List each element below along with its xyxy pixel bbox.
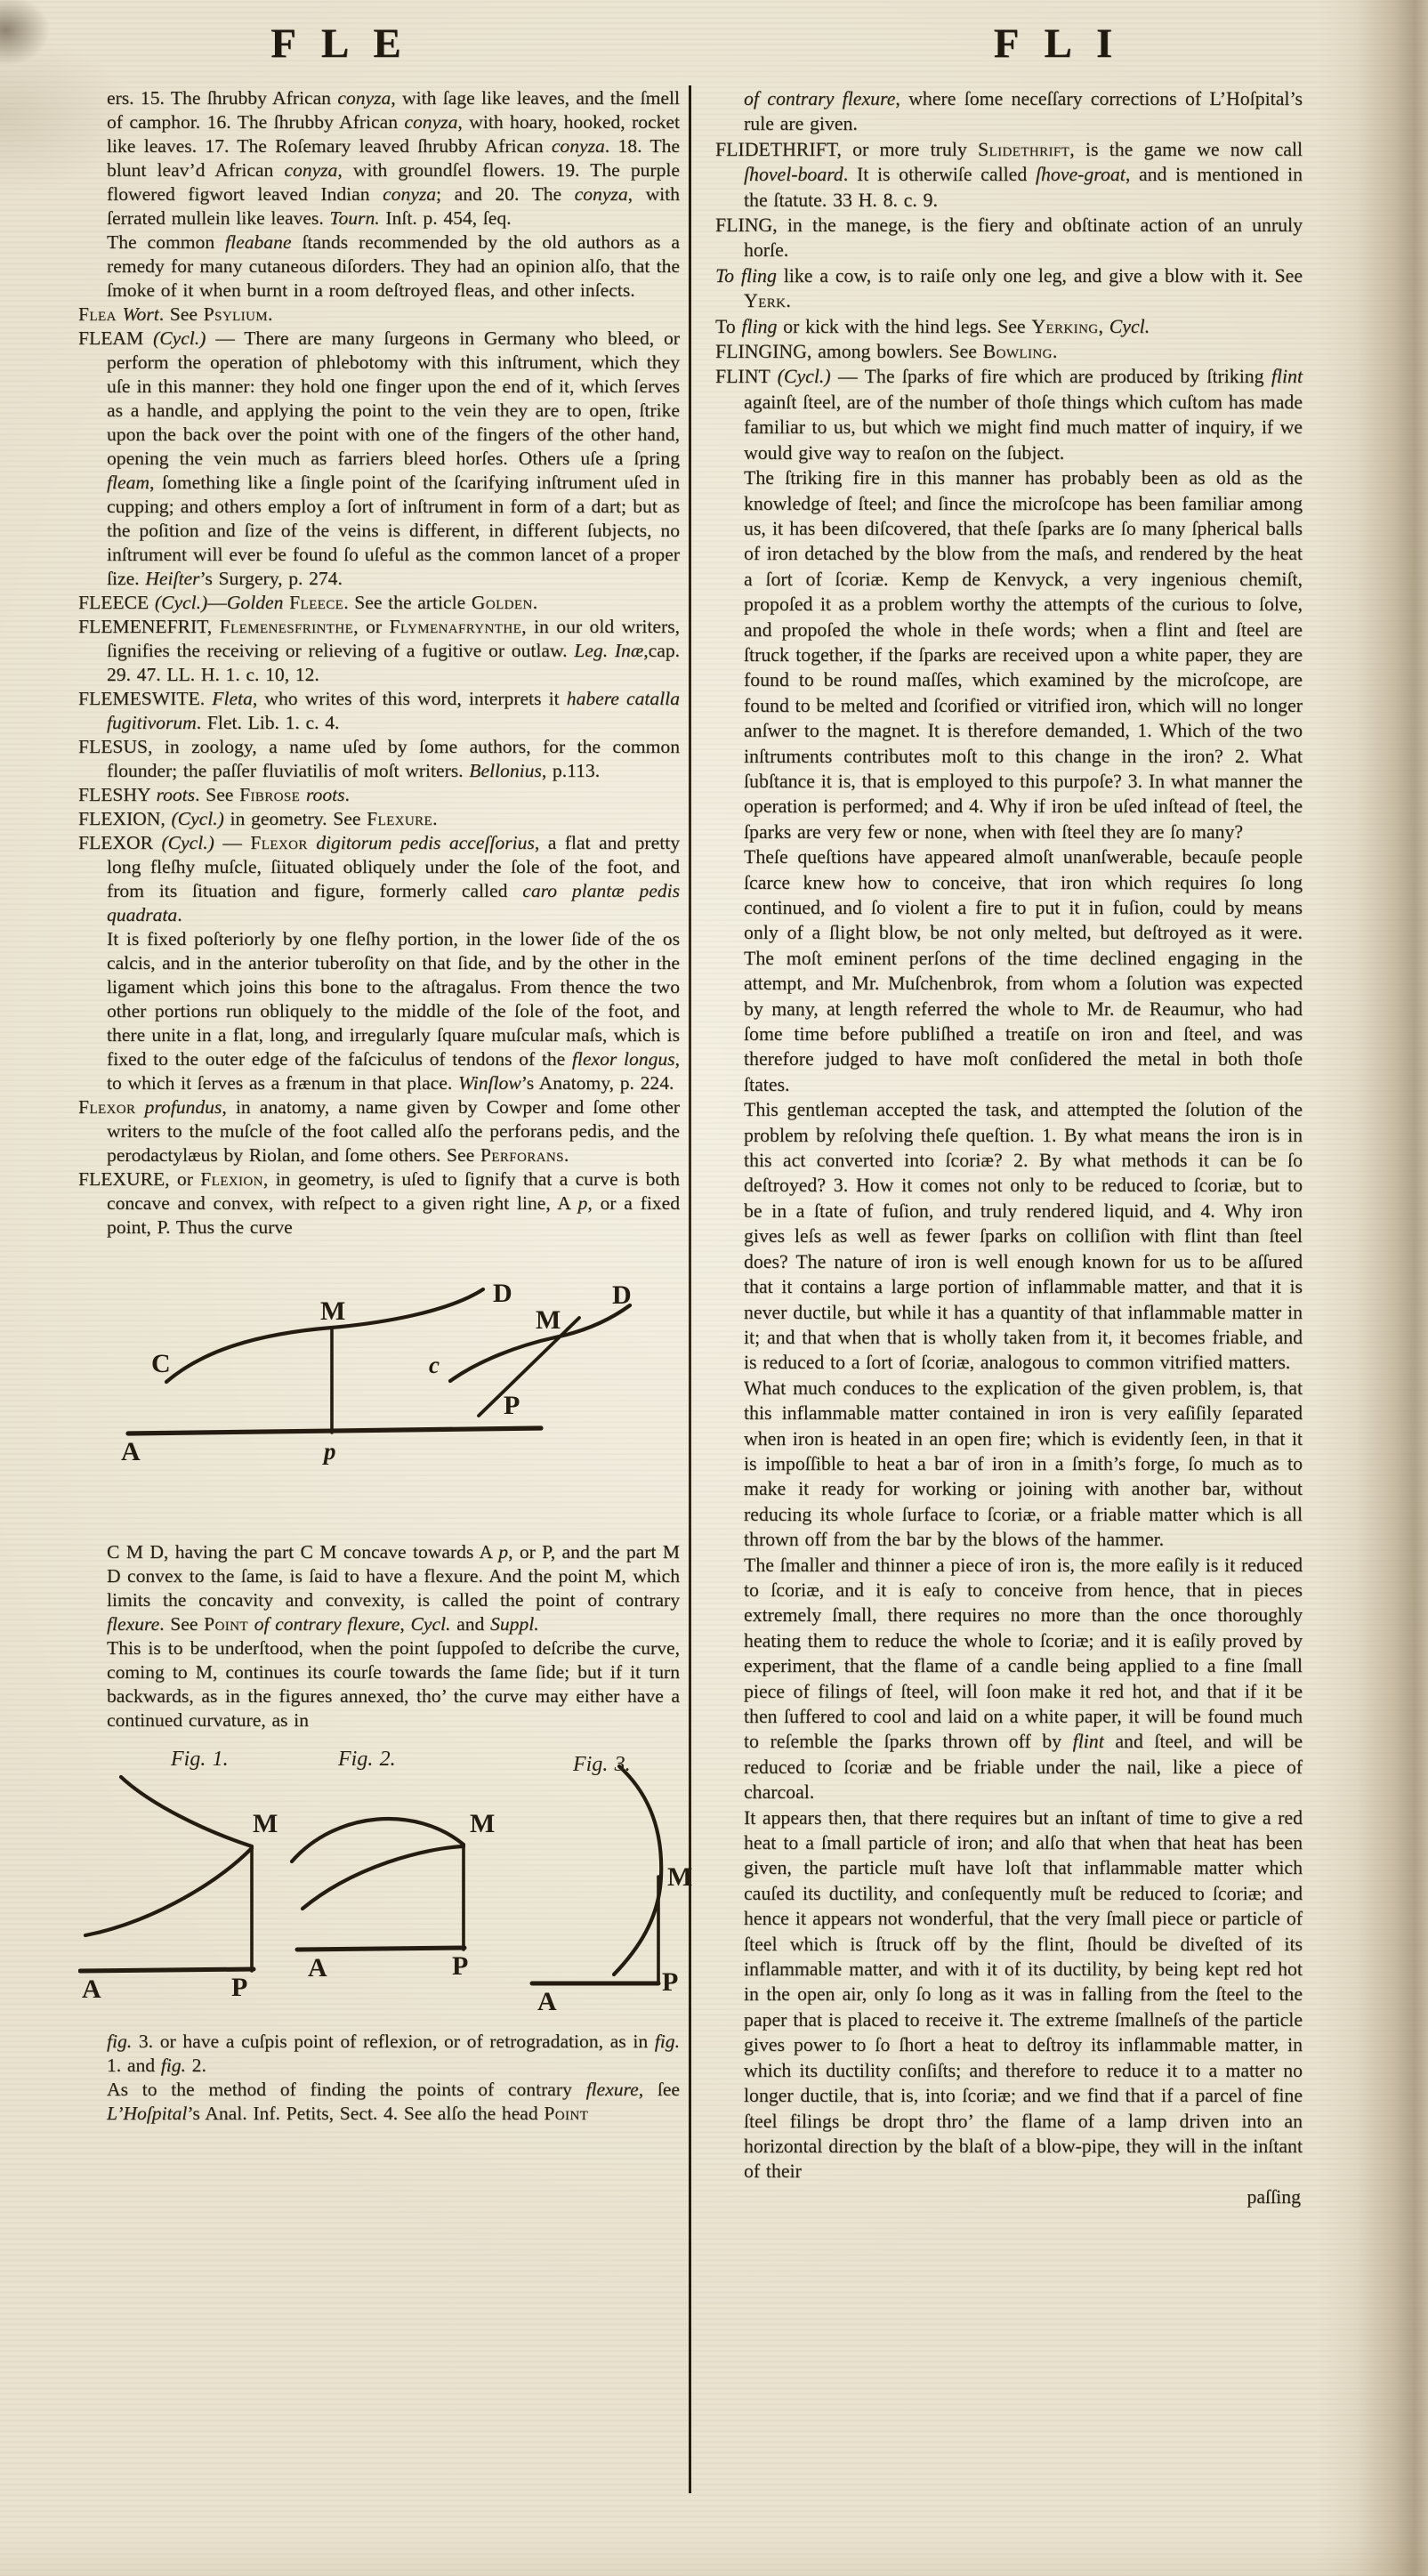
text-run: (Cycl.) bbox=[154, 592, 208, 613]
fig1-lower-curve bbox=[85, 1848, 252, 1935]
fig2-baseline bbox=[297, 1948, 464, 1950]
right-column bbox=[715, 86, 1303, 2209]
fig1-upper-curve bbox=[121, 1777, 252, 1846]
fig2-label-m: M bbox=[470, 1809, 496, 1838]
entry-flexor bbox=[78, 831, 680, 927]
para-what-conduces bbox=[715, 1376, 1303, 1553]
fig1-label-p: P bbox=[231, 1973, 248, 2002]
text-run: , in anatomy, a name given by Cowper and ſome other writers to the muſcle of the foot called alſo the perforans pedis, and the perodactylæus by Riolan, and ſome others. See bbox=[107, 1096, 680, 1166]
text-run: Fleta bbox=[212, 688, 253, 709]
text-run: , ſomething like a ſingle point of the ſcarifying inſtrument uſed in cupping; and others employ a ſort of inſtrument in form of a dart; but as the poſition and ſize of the veins is different, in different ſubjects, no inſtrument will ever be found ſo uſeful as the common lancet of a proper ſize. bbox=[107, 472, 680, 589]
text-run: Flexor bbox=[78, 1096, 136, 1118]
entry-fleam bbox=[78, 327, 680, 591]
entry-to-fling-like-a-cow bbox=[715, 263, 1303, 314]
radius-line-p-m bbox=[479, 1318, 579, 1416]
text-run: 1. and bbox=[107, 2055, 161, 2076]
para-cmd-flexure bbox=[78, 1540, 680, 1636]
text-run: conyza bbox=[551, 135, 605, 157]
text-run: , is the game we now call bbox=[1069, 138, 1303, 160]
text-run: , or a fixed point, P. Thus the curve bbox=[107, 1192, 680, 1238]
text-run: caro plantæ pedis quadrata bbox=[107, 880, 680, 925]
text-run: ,cap. 29. 47. LL. H. 1. c. 10, 12. bbox=[107, 640, 681, 685]
text-run: — bbox=[214, 832, 251, 853]
text-run: (Cycl.) bbox=[161, 832, 214, 853]
text-run: , or P, and the part M D convex to the ſame, is ſaid to have a flexure. And the point M, which limits the concavity and convexity, is called the point of contrary bbox=[107, 1541, 680, 1611]
text-run: ſhove-groat bbox=[1035, 164, 1125, 186]
text-run: digitorum pedis acceſſorius bbox=[316, 832, 535, 853]
text-run: The ſmaller and thinner a piece of iron is, the more eaſily is it reduced to ſcoriæ, and it is eaſy to conceive from hence, that in pieces extremely ſmall, there requires no more than the once thoroughly heating them to reduce the whole to ſcoriæ; and it is eaſily proved by experiment, that the flame of a candle being applied to a fine ſmall piece of filings of ſteel, will ſoon make it red hot, and that if it be then ſuffered to cool and laid on a white paper, it will be found much to reſemble the ſparks thrown off by bbox=[744, 1554, 1303, 1753]
text-run: flint bbox=[1072, 1731, 1104, 1753]
caption-fig-1: Fig. 1. bbox=[171, 1748, 229, 1771]
text-run: , where ſome neceſſary corrections of L’Hoſpital’s rule are given. bbox=[744, 88, 1303, 135]
text-run: C M D, having the part C M concave towards A bbox=[107, 1541, 499, 1563]
text-run: . See bbox=[195, 784, 240, 805]
text-run: conyza bbox=[284, 159, 338, 181]
text-run bbox=[248, 1613, 254, 1635]
text-run: FLINGING, among bowlers. See bbox=[715, 341, 983, 363]
text-run: Flemenesfrinthe bbox=[219, 616, 354, 637]
text-run: and ſteel, and will be reduced to ſcoriæ and be friable under the nail, like a piece of charcoal. bbox=[744, 1731, 1303, 1804]
text-run: , in geometry, is uſed to ſignify that a curve is both concave and convex, with reſpect to a given right line, A bbox=[107, 1168, 680, 1214]
text-run: fig. bbox=[107, 2031, 133, 2052]
axis-line-a-p bbox=[128, 1428, 541, 1433]
text-run: Flymenafrynthe bbox=[389, 616, 522, 637]
text-run: (Cycl.) bbox=[171, 808, 224, 829]
entry-to-fling-or-kick bbox=[715, 314, 1303, 339]
fig2-upper-arc bbox=[292, 1819, 464, 1861]
text-run: conyza bbox=[404, 111, 458, 133]
text-run: FLINT bbox=[715, 366, 778, 388]
text-run: Winſlow bbox=[457, 1072, 521, 1094]
text-run: , in our old writers, ſignifies the receiving or relieving of a fugitive or outlaw. bbox=[107, 616, 680, 661]
fig3-label-p: P bbox=[662, 1967, 679, 1997]
text-run: To bbox=[715, 315, 742, 337]
text-run: habere catalla fugitivorum bbox=[107, 688, 680, 733]
figure-contrary-flexure-diagram bbox=[78, 1257, 680, 1482]
text-run: . See bbox=[158, 303, 204, 325]
para-these-questions bbox=[715, 844, 1303, 1097]
text-run: Yerk bbox=[744, 290, 787, 312]
text-run: To fling bbox=[715, 264, 777, 287]
entry-flexure bbox=[78, 1167, 680, 1240]
text-run: Slidethrift bbox=[978, 138, 1070, 160]
text-run: . See bbox=[159, 1613, 205, 1635]
text-run: fig. bbox=[654, 2031, 680, 2052]
fig1-label-m: M bbox=[253, 1809, 278, 1838]
entry-flesus bbox=[78, 735, 680, 783]
text-run: 2. bbox=[185, 2055, 206, 2076]
text-run: Fibrose bbox=[239, 784, 301, 805]
text-run: fleam bbox=[107, 472, 149, 493]
text-run: Golden bbox=[226, 592, 284, 613]
text-run: FLING, in the manege, is the fiery and obſtinate action of an unruly horſe. bbox=[715, 214, 1303, 262]
label-m-right: M bbox=[536, 1305, 561, 1335]
text-run: , bbox=[399, 1613, 411, 1635]
text-run: ’s Anatomy, p. 224. bbox=[520, 1072, 674, 1094]
text-run: FLEMENEFRIT, bbox=[78, 616, 220, 637]
text-run: FLEXOR bbox=[78, 832, 162, 853]
text-run: Wort bbox=[122, 303, 159, 325]
text-run: FLEXURE, or bbox=[78, 1168, 201, 1190]
text-run: profundus bbox=[144, 1096, 222, 1118]
text-run: Bowling bbox=[982, 341, 1053, 363]
label-a: A bbox=[121, 1437, 141, 1466]
label-c-left: C bbox=[151, 1349, 171, 1378]
text-run: , to which it ſerves as a frænum in that place. bbox=[107, 1048, 680, 1094]
label-d-right: D bbox=[612, 1280, 632, 1310]
text-run: This is to be underſtood, when the point ſuppoſed to deſcribe the curve, coming to M, continues its courſe towards the ſame ſide; but if it turn backwards, as in the figures annexed, tho’ the curve may either have a continued curvature, as in bbox=[107, 1637, 680, 1731]
column-divider-rule bbox=[689, 85, 691, 2493]
text-run: , and is mentioned in the ſtatute. 33 H. 8. c. 9. bbox=[744, 164, 1303, 211]
entry-flemenefrit bbox=[78, 615, 680, 687]
text-run: FLEXION, bbox=[78, 808, 172, 829]
para-understood bbox=[78, 1636, 680, 1732]
text-run: Flexion bbox=[200, 1168, 263, 1190]
text-run: FLEMESWITE. bbox=[78, 688, 213, 709]
text-run: Yerking bbox=[1031, 315, 1099, 337]
text-run: fleabane bbox=[225, 231, 292, 253]
text-run: . Flet. Lib. 1. c. 4. bbox=[196, 712, 340, 733]
text-run: It appears then, that there requires but an inſtant of time to give a red heat to a ſmall particle of iron; and alſo that when that heat has been given, the particle muſt have loſt that inflammable matter which cauſed its ductility, and conſequently muſt be reduced to ſcoriæ; and hence it appears not wonderful, that the very ſmall piece or particle of ſteel which is ſtruck off by the flint, ſhould be diveſted of its inflammable matter, and with it of its ductility, by being kept red hot in the open air, only ſo long as it was in falling from the ſteel to the paper that is placed to receive it. The extreme ſmallneſs of the particle gives power to ſo ſhort a heat to deſtroy its inflammable matter, in which its ductility conſiſts; and therefore to reduce it to a matter no longer ductile, that is, into ſcoriæ; and we find that if a parcel of fine ſteel filings be dropt thro’ the flame of a lamp driven into an horizontal direction by the blaſt of a blow-pipe, they will in the inſtant of their bbox=[744, 1806, 1303, 2183]
text-run: What much conduces to the explication of the given problem, is, that this inflammable matter contained in iron is very eaſiſily ſeparated when iron is heated in an open fire; which is evidently ſeen, in that it is impoſſible to heat a bar of iron in a ſmith’s forge, ſo much as to make it ready for working or joining with another bar, without reducing its whole ſurface to ſcoriæ, or a friable matter which is all thrown off from the bar by the blows of the hammer. bbox=[744, 1377, 1303, 1551]
text-run: Cycl. bbox=[1109, 315, 1150, 337]
text-run: , with ſage like leaves, and the ſmell of camphor. 16. The ſhrubby African bbox=[107, 87, 680, 133]
text-run: — The ſparks of fire which are produced by ſtriking bbox=[830, 366, 1271, 388]
text-run: , who writes of this word, interprets it bbox=[252, 688, 567, 709]
text-run: in geometry. See bbox=[223, 808, 367, 829]
para-gentleman-task bbox=[715, 1097, 1303, 1375]
text-run bbox=[308, 832, 316, 853]
fig3-label-m: M bbox=[667, 1862, 693, 1892]
fig2-label-p: P bbox=[452, 1951, 469, 1981]
text-run: , a flat and pretty long fleſhy muſcle, ſiituated obliquely under the ſole of the foot, and from its ſituation and figure, formerly called bbox=[107, 832, 680, 901]
text-run: Bellonius bbox=[469, 760, 542, 781]
text-run: . bbox=[563, 1144, 569, 1166]
entry-fleece bbox=[78, 591, 680, 615]
text-run: Flexor bbox=[250, 832, 308, 853]
text-run: , with hoary, hooked, rocket like leaves. 17. The Roſemary leaved ſhrubby African bbox=[107, 111, 680, 157]
text-run: conyza bbox=[383, 183, 437, 205]
text-run: Fleece bbox=[289, 592, 344, 613]
text-run: . bbox=[1052, 341, 1058, 363]
entry-flemeswite bbox=[78, 687, 680, 735]
text-run: . bbox=[432, 808, 438, 829]
text-run: . bbox=[267, 303, 273, 325]
para-conyza-continuation bbox=[78, 86, 680, 230]
text-run: Point bbox=[544, 2103, 589, 2124]
text-run: It is fixed poſteriorly by one fleſhy portion, in the lower ſide of the os calcis, and in the anterior tuberoſity on that ſide, and by the other in the ligament which joins this bone to the aſtragalus. From thence the two other portions run obliquely to the middle of the ſole of the foot, and there unite in a flat, long, and irregularly ſquare muſcular maſs, which is fixed to the outer edge of the faſciculus of tendons of the bbox=[107, 928, 680, 1070]
text-run bbox=[135, 1096, 144, 1118]
running-head-right: F L I bbox=[993, 20, 1121, 67]
text-run: ; and 20. The bbox=[436, 183, 575, 205]
label-d-left: D bbox=[493, 1279, 512, 1308]
text-run: roots bbox=[156, 784, 196, 805]
fig3-label-a: A bbox=[537, 1987, 557, 2016]
text-run: . 18. The blunt leav’d African bbox=[107, 135, 680, 181]
label-p-lowercase: p bbox=[324, 1438, 336, 1465]
entry-flidethrift bbox=[715, 137, 1303, 213]
text-run: ſhovel-board bbox=[744, 164, 843, 186]
text-run: ’s Surgery, p. 274. bbox=[199, 568, 343, 589]
text-run: flint bbox=[1271, 366, 1303, 388]
text-run: Heiſter bbox=[145, 568, 200, 589]
text-run: This gentleman accepted the task, and attempted the ſolution of the problem by reſolving theſe queſtion. 1. By what means the iron is in this act converted into ſcoriæ? 2. By what methods it can be ſo deſtroyed? 3. How it comes not only to be reduced to ſcoriæ, but to be in a ſtate of fuſion, and truly rendered liquid, and 4. Why iron gives leſs as well as fewer ſparks on colliſion with flint than ſteel does? The nature of iron is well enough known for us to be aſſured that it contains a large portion of inflammable matter, and that it is never ductile, but while it has a quantity of that inflammable matter in it; and that when that is wholly taken from it, it becomes friable, and is reduced to a ſort of ſcoriæ, analogous to common vitrified matters. bbox=[744, 1099, 1303, 1374]
text-run: L’Hoſpital bbox=[107, 2103, 188, 2124]
text-run: FLESHY bbox=[78, 784, 157, 805]
entry-flinging bbox=[715, 339, 1303, 364]
text-run: conyza bbox=[574, 183, 628, 205]
text-run: fig. bbox=[160, 2055, 186, 2076]
text-run: . bbox=[532, 592, 538, 613]
caption-fig-2: Fig. 2. bbox=[338, 1748, 396, 1771]
text-run: ſtands recommended by the old authors as a remedy for many cutaneous diſorders. They had an opinion alſo, that the ſmoke of it when burnt in a room deſtroyed fleas, and other inſects. bbox=[107, 231, 680, 301]
fig2-lower-arc bbox=[303, 1846, 464, 1909]
label-c-right: c bbox=[429, 1352, 440, 1378]
para-striking-fire bbox=[715, 465, 1303, 844]
text-run: roots bbox=[305, 784, 345, 805]
para-method-reference bbox=[78, 2078, 680, 2126]
text-run: , or bbox=[353, 616, 390, 637]
entry-flea-wort bbox=[78, 303, 680, 327]
para-flexor-anatomy bbox=[78, 927, 680, 1095]
text-run: The common bbox=[107, 231, 226, 253]
text-run: As to the method of finding the points of contrary bbox=[107, 2079, 586, 2100]
flexure-figures-svg bbox=[78, 1741, 680, 2019]
text-run: Psylium bbox=[203, 303, 268, 325]
figure-row-flexure-cases bbox=[78, 1741, 693, 2019]
catchword: paſſing bbox=[1246, 2185, 1301, 2208]
text-run bbox=[300, 784, 306, 805]
running-head-left: F L E bbox=[270, 20, 409, 67]
para-it-appears-then bbox=[715, 1805, 1303, 2184]
fig3-curve bbox=[614, 1766, 661, 1974]
text-run: Flexure bbox=[367, 808, 433, 829]
text-run: flexure bbox=[107, 1613, 160, 1635]
left-column bbox=[78, 86, 693, 2126]
text-run: Point bbox=[204, 1613, 248, 1635]
text-run: FLESUS, in zoology, a name uſed by ſome authors, for the common flounder; the paſſer fluviatilis of moſt writers. bbox=[78, 736, 680, 781]
text-run: Theſe queſtions have appeared almoſt unanſwerable, becauſe people ſcarce knew how to conceive, that iron which requires ſo long continued, and ſo violent a fire to put it in fuſion, could by means only of a ſlight blow, be not only melted, but deſtroyed as it were. The moſt eminent perſons of the time declined engaging in the attempt, and Mr. Muſchenbrok, from whom a ſolution was expected by many, at length referred the whole to Mr. de Reaumur, who had ſome time before publiſhed a treatiſe on iron and ſteel, and was therefore judged to have moſt conſidered the metal in both thoſe ſtates. bbox=[744, 846, 1303, 1095]
text-run: , ſee bbox=[638, 2079, 680, 2100]
text-run: . See the article bbox=[343, 592, 472, 613]
text-run: flexor longus bbox=[571, 1048, 675, 1070]
text-run: fling bbox=[741, 315, 778, 337]
text-run: FLIDETHRIFT, or more truly bbox=[715, 138, 979, 160]
label-m-left: M bbox=[320, 1296, 346, 1326]
text-run: . It is otherwiſe called bbox=[843, 164, 1036, 186]
text-run: FLEAM bbox=[78, 327, 154, 349]
entry-flexion bbox=[78, 807, 680, 831]
text-run: or kick with the hind legs. See bbox=[777, 315, 1032, 337]
entry-flint bbox=[715, 364, 1303, 465]
text-run: , p.113. bbox=[541, 760, 601, 781]
text-run: p bbox=[577, 1192, 588, 1214]
text-run: , bbox=[1098, 315, 1109, 337]
text-run: Flea bbox=[78, 303, 117, 325]
text-run: FLEECE bbox=[78, 592, 155, 613]
label-p-fixed-point: P bbox=[504, 1391, 520, 1420]
caption-fig-3: Fig. 3. bbox=[573, 1753, 631, 1776]
text-run: Tourn. bbox=[329, 207, 380, 229]
text-run: . bbox=[786, 290, 791, 312]
text-run: Leg. Inæ bbox=[574, 640, 644, 661]
text-run: Perforans bbox=[480, 1144, 564, 1166]
text-run: . bbox=[177, 904, 182, 925]
text-run: conyza bbox=[337, 87, 391, 109]
text-run: , with groundſel flowers. 19. The purple flowered figwort leaved Indian bbox=[107, 159, 680, 205]
text-run: The ſtriking fire in this manner has probably been as old as the knowledge of ſteel; and ſince the microſcope has been familiar among us, it has been diſcovered, that theſe ſparks are ſo many ſpherical balls of iron detached by the blow from the maſs, and rendered by the heat a ſort of ſcoriæ. Kemp de Kenvyck, a very ingenious chemiſt, propoſed it as a problem worthy the attempts of the curious to ſolve, and propoſed the whole in theſe words; when a flint and ſteel are ſtruck together, if the ſparks are received upon a white paper, they are found to be round maſſes, which examined by the microſcope, are found to be melted and ſcorified or vitrified iron, which will no longer anſwer to the magnet. It is therefore demanded, 1. Which of the two inſtruments contributes moſt to this change in the iron? 2. What ſubſtance it is, that is employed to this purpoſe? 3. In what manner the operation is performed; and 4. Why if iron be uſed inſtead of ſteel, the ſparks are very few or none, when with ſteel they are ſo many? bbox=[744, 467, 1303, 843]
text-run: — There are many ſurgeons in Germany who bleed, or perform the operation of phlebotomy with this inſtrument, which they uſe in this manner: they hold one finger upon the end of it, which ſerves as a handle, and applying the point to the vein they are to open, ſtrike upon the back over the point with one of the fingers of the other hand, opening the vein much as farriers bleed horſes. Others uſe a ſpring bbox=[107, 327, 680, 469]
text-run: ers. 15. The ſhrubby African bbox=[107, 87, 338, 109]
text-run: (Cycl.) bbox=[777, 366, 831, 388]
text-run: and bbox=[450, 1613, 491, 1635]
fig2-label-a: A bbox=[308, 1953, 327, 1982]
fig1-baseline bbox=[80, 1969, 254, 1971]
entry-fling bbox=[715, 213, 1303, 263]
text-run: ’s Anal. Inf. Petits, Sect. 4. See alſo the head bbox=[187, 2103, 545, 2124]
text-run: flexure bbox=[585, 2079, 639, 2100]
text-run: p bbox=[498, 1541, 509, 1563]
text-run: Suppl. bbox=[490, 1613, 539, 1635]
para-fleabane-remedy bbox=[78, 230, 680, 303]
para-smaller-thinner bbox=[715, 1553, 1303, 1805]
text-run: . bbox=[344, 784, 350, 805]
text-run: Inſt. p. 454, ſeq. bbox=[379, 207, 512, 229]
text-run: 3. or have a cuſpis point of reflexion, or of retrogradation, as in bbox=[132, 2031, 655, 2052]
text-run: , with ſerrated mullein like leaves. bbox=[107, 183, 680, 229]
text-run: (Cycl.) bbox=[153, 327, 206, 349]
fig1-label-a: A bbox=[82, 1974, 101, 2004]
entry-flexor-profundus bbox=[78, 1095, 680, 1167]
text-run: of contrary flexure bbox=[254, 1613, 400, 1635]
text-run: Cycl. bbox=[410, 1613, 451, 1635]
text-run: like a cow, is to raiſe only one leg, and give a blow with it. See bbox=[776, 264, 1303, 287]
para-fig3-cuspis bbox=[78, 2030, 680, 2078]
para-contrary-flexure-continuation bbox=[715, 86, 1303, 137]
text-run: Golden bbox=[471, 592, 533, 613]
text-run: — bbox=[207, 592, 227, 613]
entry-fleshy-roots bbox=[78, 783, 680, 807]
text-run: of contrary flexure bbox=[744, 88, 896, 109]
text-run: againſt ſteel, are of the number of thoſe things which cuſtom has made familiar to us, but which we might find much matter of inquiry, if we would give way to reaſon on the ſubject. bbox=[744, 391, 1303, 464]
